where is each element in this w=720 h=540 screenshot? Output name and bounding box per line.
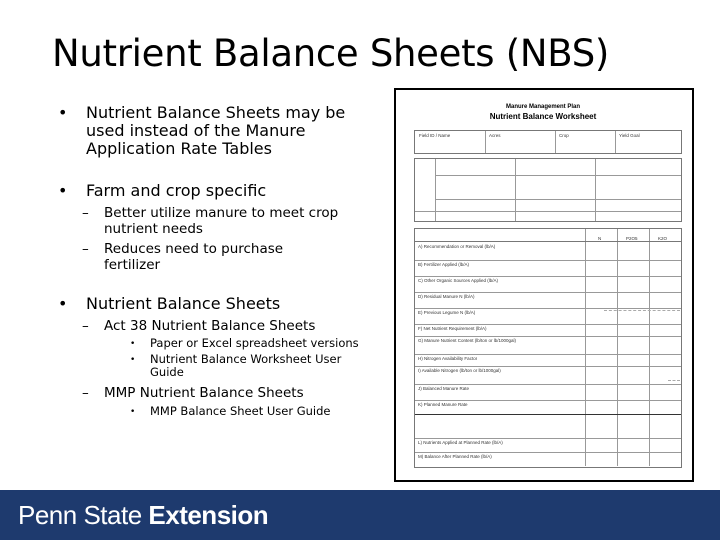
bullet-3-sub-1-item-2-line-2: Guide — [150, 365, 184, 379]
ws-rule — [415, 354, 681, 355]
ws-rule — [415, 384, 681, 385]
worksheet-page — [404, 100, 682, 468]
ws-divider — [555, 131, 556, 153]
ws-rule — [415, 211, 681, 212]
bullet-2-text: Farm and crop specific — [86, 181, 267, 200]
sub-dash: – — [82, 385, 89, 401]
bullet-2-sub-2-line-1: Reduces need to purchase — [104, 241, 284, 257]
ws-divider — [615, 131, 616, 153]
bullet-dot: • — [58, 181, 68, 200]
bullet-3-text: Nutrient Balance Sheets — [86, 294, 281, 313]
ws-field-label-3: Crop — [559, 133, 569, 138]
ws-dashed-rule — [604, 310, 680, 311]
penn-state-extension-logo — [18, 500, 268, 531]
ws-row-label: B) Fertilizer Applied (lb/A) — [418, 262, 470, 267]
ws-rule — [415, 324, 681, 325]
ws-col-k: K2O — [658, 236, 668, 241]
sub-dash: – — [82, 205, 89, 221]
ws-divider — [485, 131, 486, 153]
bullet-1-line-3: Application Rate Tables — [86, 139, 272, 158]
footer-bar — [0, 490, 720, 540]
ws-divider — [649, 229, 650, 241]
bullet-3-sub-1-item-2-line-1: Nutrient Balance Worksheet User — [150, 352, 342, 366]
ws-divider — [585, 229, 586, 241]
ws-rule — [415, 276, 681, 277]
ws-rule — [415, 400, 681, 401]
sub-dash: – — [82, 318, 89, 334]
ws-rule — [435, 199, 681, 200]
ws-rule — [415, 308, 681, 309]
bullet-3-sub-2-text: MMP Nutrient Balance Sheets — [104, 385, 304, 401]
ws-col-p: P2O5 — [626, 236, 638, 241]
ws-rule — [415, 366, 681, 367]
sub-dash: – — [82, 241, 89, 257]
ws-field-label-2: Acres — [489, 133, 501, 138]
ws-row-label: L) Nutrients Applied at Planned Rate (lb/A) — [418, 440, 503, 445]
worksheet-title-small: Manure Management Plan — [505, 104, 580, 110]
ws-row-label: C) Other Organic Sources Applied (lb/A) — [418, 278, 499, 283]
ws-rule — [415, 336, 681, 337]
ws-rule — [435, 175, 681, 176]
ws-field-label-1: Field ID / Name — [419, 133, 451, 138]
sub-bullet-dot: • — [130, 407, 136, 417]
ws-row-label: H) Nitrogen Availability Factor — [418, 356, 478, 361]
ws-row-label: D) Residual Manure N (lb/A) — [418, 294, 475, 299]
worksheet-calc-table — [414, 242, 682, 468]
ws-row-label: M) Balance After Planned Rate (lb/A) — [418, 454, 492, 459]
ws-row-label: J) Balanced Manure Rate — [418, 386, 470, 391]
ws-field-label-4: Yield Goal — [619, 133, 640, 138]
bullet-2-sub-1-line-1: Better utilize manure to meet crop — [104, 205, 339, 221]
worksheet-image — [394, 88, 694, 482]
worksheet-field-info — [414, 130, 682, 154]
worksheet-title-main: Nutrient Balance Worksheet — [489, 112, 597, 121]
ws-row-label: I) Available Nitrogen (lb/ton or lb/1000gal) — [418, 368, 501, 373]
ws-row-label: F) Net Nutrient Requirement (lb/A) — [418, 326, 487, 331]
bullet-2-sub-1-line-2: nutrient needs — [104, 221, 203, 237]
ws-rule — [415, 414, 681, 415]
brand-bold: Extension — [148, 500, 269, 530]
bullet-1-line-2: used instead of the Manure — [86, 121, 306, 140]
bullet-3-sub-1-item-1-text: Paper or Excel spreadsheet versions — [150, 336, 359, 350]
sub-bullet-dot: • — [130, 339, 136, 349]
ws-rule — [415, 292, 681, 293]
bullet-dot: • — [58, 103, 68, 122]
ws-row-label: K) Planned Manure Rate — [418, 402, 468, 407]
ws-divider — [617, 229, 618, 241]
ws-rule — [415, 260, 681, 261]
ws-row-label: E) Previous Legume N (lb/A) — [418, 310, 476, 315]
bullet-3-sub-2-item-1-text: MMP Balance Sheet User Guide — [150, 404, 331, 418]
bullet-1-line-1: Nutrient Balance Sheets may be — [86, 103, 346, 122]
ws-row-label: A) Recommendation or Removal (lb/A) — [418, 244, 496, 249]
worksheet-column-header — [414, 228, 682, 242]
bullet-2-sub-2-line-2: fertilizer — [104, 257, 161, 273]
bullet-3-sub-1-text: Act 38 Nutrient Balance Sheets — [104, 318, 316, 334]
ws-dashed-rule — [668, 380, 680, 381]
worksheet-planning-block — [414, 158, 682, 222]
bullet-dot: • — [58, 294, 68, 313]
ws-rule — [415, 438, 681, 439]
sub-bullet-dot: • — [130, 355, 136, 365]
brand-regular: Penn State — [18, 500, 142, 530]
ws-rule — [415, 452, 681, 453]
slide-title: Nutrient Balance Sheets (NBS) — [52, 32, 610, 75]
ws-col-n: N — [598, 236, 602, 241]
ws-row-label: G) Manure Nutrient Content (lb/ton or lb/1000gal) — [418, 338, 517, 343]
